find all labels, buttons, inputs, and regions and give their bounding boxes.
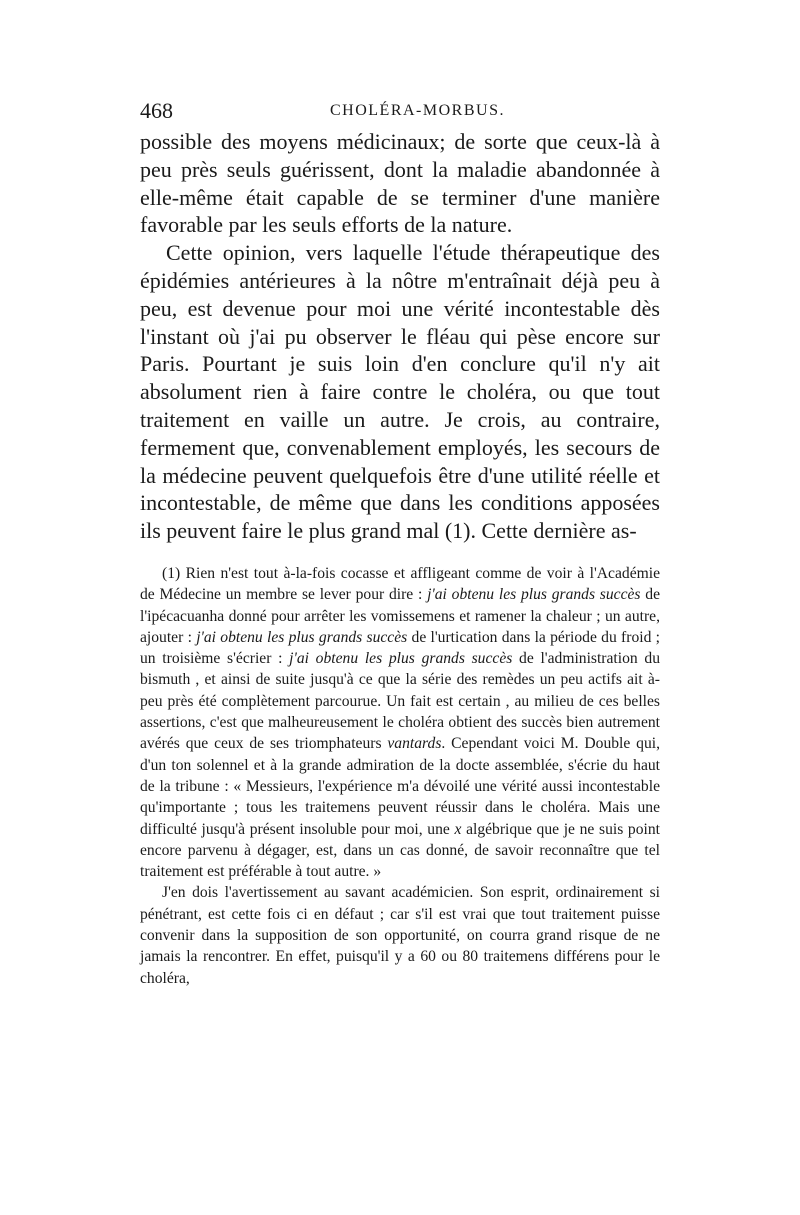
paragraph-opinion: Cette opinion, vers laquelle l'étude thérapeutique des épidémies antérieures à la nôtre m'entraînait déjà peu à peu, est devenue pour moi une vérité incontestable dès l'instant où j'ai pu observer le fléau qui pèse encore sur Paris. Pourtant je suis loin d'en conclure qu'il n'y ait absolument rien à faire contre le choléra, ou que tout traitement en vaille un autre. Je crois, au contraire, fermement que, convenablement employés, les secours de la médecine peuvent quelquefois être d'une utilité réelle et incontestable, de même que dans les conditions apposées ils peuvent faire le plus grand mal (1). Cette dernière as- [140,240,660,544]
paragraph-continued: possible des moyens médicinaux; de sorte que ceux-là à peu près seuls guérissent, dont la maladie abandonnée à elle-même était capable de se terminer d'une manière favorable par les seuls efforts de la nature. [140,129,660,238]
footnotes [140,563,660,989]
footnote-1-text-b: de l'ipécacuanha donné pour arrêter les vomissemens et ramener la chaleur ; un autre, ajouter : [140,586,660,646]
footnote-1-italic-b: j'ai obtenu les plus grands succès [196,628,408,646]
book-page [140,98,660,989]
footnote-1 [140,563,660,882]
footnote-1-text-e: . Cependant voici M. Double qui, d'un ton solennel et à la grande admiration de la docte assemblée, s'écrie du haut de la tribune : « Messieurs, l'expérience m'a dévoilé une vérité aussi incontestable qu'importante ; tous les traitemens peuvent réussir dans le choléra. Mais une difficulté jusqu'à présent insoluble pour moi, une [140,735,660,838]
footnote-1-italic-a: j'ai obtenu les plus grands succès [427,586,641,604]
running-head [140,98,660,128]
footnote-1-italic-c: j'ai obtenu les plus grands succès [289,650,513,668]
footnote-1-italic-e: x [454,820,462,838]
running-title: CHOLÉRA-MORBUS. [330,102,505,119]
page-number: 468 [140,98,173,123]
footnote-1-text-f: algébrique que je ne suis point encore parvenu à dégager, est, dans un cas donné, de savoir reconnaître que tel traitement est préférable à tout autre. » [140,820,660,881]
main-text [140,128,660,545]
footnote-1-text-a: (1) Rien n'est tout à-la-fois cocasse et affligeant comme de voir à l'Académie de Médecine un membre se lever pour dire : [140,564,660,604]
footnote-1-text-c: de l'urtication dans la période du froid ; un troisième s'écrier : [140,628,660,668]
footnote-1-text-d: de l'administration du bismuth , et ainsi de suite jusqu'à ce que la série des remèdes un peu actifs ait à-peu près été complètement parcourue. Un fait est certain , au milieu de ces belles assertions, c'est que malheureusement le choléra obtient des succès bien autrement avérés que ceux de ses triomphateurs [140,650,660,753]
footnote-1-italic-d: vantards [387,735,442,753]
footnote-continuation: J'en dois l'avertissement au savant académicien. Son esprit, ordinairement si pénétrant, est cette fois ci en défaut ; car s'il est vrai que tout traitement puisse convenir dans la supposition de son opportunité, on courra grand risque de ne jamais la rencontrer. En effet, puisqu'il y a 60 ou 80 traitemens différens pour le choléra, [140,884,660,987]
